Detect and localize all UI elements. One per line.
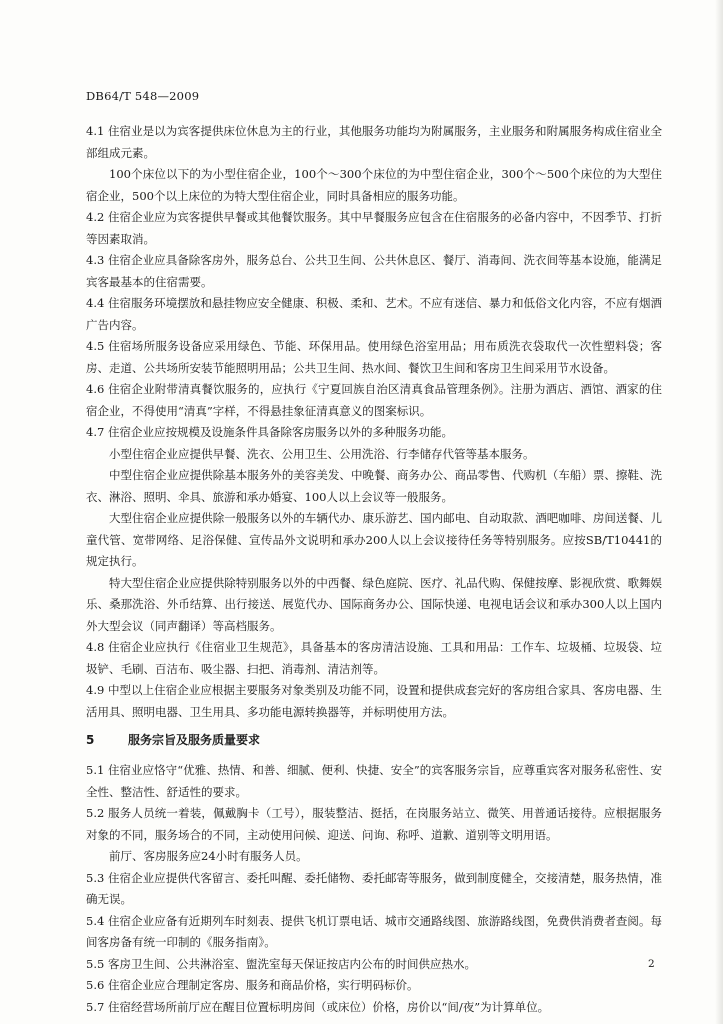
clause-4-6: 4.6 住宿企业附带清真餐饮服务的，应执行《宁夏回族自治区清真食品管理条例》。注册为酒店、酒馆、酒家的住宿企业，不得使用“清真”字样，不得悬挂象征清真意义的图案标识。 [86, 382, 662, 418]
clause-4-7-extra-large: 特大型住宿企业应提供除特别服务以外的中西餐、绿色庭院、医疗、礼品代购、保健按摩、影视欣赏、歌舞娱乐、桑那洗浴、外币结算、出行接送、展览代办、国际商务办公、国际快递、电视电话会议和承办300人以上国内外大型会议（同声翻译）等高档服务。 [86, 575, 662, 633]
page-edge-shadow [715, 0, 723, 1024]
page-body [86, 121, 662, 1018]
clause-5-4: 5.4 住宿企业应备有近期列车时刻表、提供飞机订票电话、城市交通路线图、旅游路线图，免费供消费者查阅。每间客房备有统一印制的《服务指南》。 [86, 913, 662, 949]
clause-4-8: 4.8 住宿企业应执行《住宿业卫生规范》，具备基本的客房清洁设施、工具和用品：工作车、垃圾桶、垃圾袋、垃圾铲、毛刷、百洁布、吸尘器、扫把、消毒剂、清洁剂等。 [86, 640, 662, 676]
section-number: 5 [86, 733, 95, 747]
section-title: 服务宗旨及服务质量要求 [128, 733, 261, 747]
clause-4-3: 4.3 住宿企业应具备除客房外，服务总台、公共卫生间、公共休息区、餐厅、消毒间、洗衣间等基本设施，能满足宾客最基本的住宿需要。 [86, 253, 662, 289]
clause-4-9: 4.9 中型以上住宿企业应根据主要服务对象类别及功能不同，设置和提供成套完好的客房组合家具、客房电器、生活用具、照明电器、卫生用具、多功能电源转换器等，并标明使用方法。 [86, 683, 662, 719]
clause-5-2-para: 前厅、客房服务应24小时有服务人员。 [109, 849, 308, 863]
clause-4-7: 4.7 住宿企业应按规模及设施条件具备除客房服务以外的多种服务功能。 [86, 425, 453, 439]
section-5-heading [86, 730, 662, 751]
clause-5-7: 5.7 住宿经营场所前厅应在醒目位置标明房间（或床位）价格，房价以“间/夜”为计算单位。 [86, 999, 550, 1014]
clause-5-2: 5.2 服务人员统一着装，佩戴胸卡（工号），服装整洁、挺括，在岗服务站立、微笑、用普通话接待。应根据服务对象的不同，服务场合的不同，主动使用问候、迎送、问询、称呼、道歉、道别等文明用语。 [86, 806, 662, 842]
clause-4-5: 4.5 住宿场所服务设备应采用绿色、节能、环保用品。使用绿色浴室用品；用布质洗衣袋取代一次性塑料袋；客房、走道、公共场所安装节能照明用品；公共卫生间、热水间、餐饮卫生间和客房卫生间采用节水设备。 [86, 339, 662, 375]
page-number: 2 [648, 958, 655, 970]
clause-4-1-para: 100个床位以下的为小型住宿企业，100个～300个床位的为中型住宿企业，300个～500个床位的为大型住宿企业，500个以上床位的为特大型住宿企业，同时具备相应的服务功能。 [86, 167, 662, 203]
clause-4-4: 4.4 住宿服务环境摆放和悬挂物应安全健康、积极、柔和、艺术。不应有迷信、暴力和低俗文化内容，不应有烟酒广告内容。 [86, 296, 662, 332]
clause-5-3: 5.3 住宿企业应提供代客留言、委托叫醒、委托储物、委托邮寄等服务，做到制度健全，交接清楚，服务热情，准确无误。 [86, 870, 662, 906]
clause-5-1: 5.1 住宿业应恪守“优雅、热情、和善、细腻、便利、快捷、安全”的宾客服务宗旨，应尊重宾客对服务私密性、安全性、整洁性、舒适性的要求。 [86, 763, 662, 799]
clause-5-5: 5.5 客房卫生间、公共淋浴室、盥洗室每天保证按店内公布的时间供应热水。 [86, 956, 476, 971]
clause-4-7-medium: 中型住宿企业应提供除基本服务外的美容美发、中晚餐、商务办公、商品零售、代购机（车船）票、擦鞋、洗衣、淋浴、照明、伞具、旅游和承办婚宴、100人以上会议等一般服务。 [86, 468, 662, 504]
clause-4-1: 4.1 住宿业是以为宾客提供床位休息为主的行业，其他服务功能均为附属服务，主业服务和附属服务构成住宿业全部组成元素。 [86, 124, 662, 160]
clause-4-2: 4.2 住宿企业应为宾客提供早餐或其他餐饮服务。其中早餐服务应包含在住宿服务的必备内容中，不因季节、打折等因素取消。 [86, 210, 662, 246]
clause-5-6: 5.6 住宿企业应合理制定客房、服务和商品价格，实行明码标价。 [86, 978, 419, 992]
clause-4-7-large: 大型住宿企业应提供除一般服务以外的车辆代办、康乐游艺、国内邮电、自动取款、酒吧咖啡、房间送餐、儿童代管、宽带网络、足浴保健、宣传品外文说明和承办200人以上会议接待任务等特别服务。应按SB/T10441的规定执行。 [86, 511, 662, 568]
clause-4-7-small: 小型住宿企业应提供早餐、洗衣、公用卫生、公用洗浴、行李储存代管等基本服务。 [109, 446, 535, 461]
document-code: DB64/T 548—2009 [86, 89, 200, 103]
